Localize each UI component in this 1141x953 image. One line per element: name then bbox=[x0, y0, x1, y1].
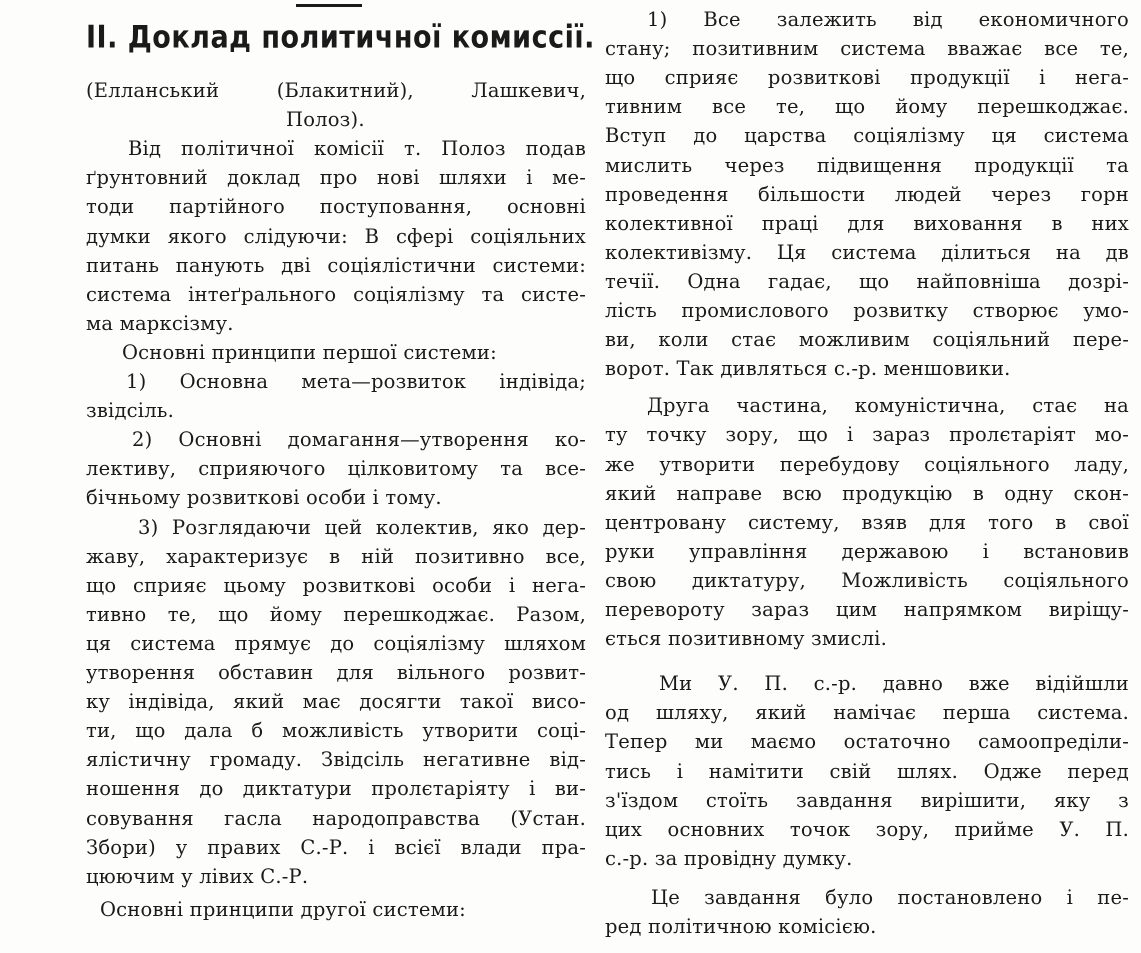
text-line: Від політичної комісії т. Полоз подав bbox=[128, 137, 586, 161]
text-line: с.-р. за провідну думку. bbox=[605, 846, 853, 870]
text-line: мислить через підвищення продукції та bbox=[605, 153, 1129, 177]
text-line: Збори) у правих С.-Р. і всієї влади пра- bbox=[86, 835, 586, 859]
text-line: ється позитивному змислі. bbox=[605, 627, 887, 651]
text-line: течії. Одна гадає, що найповніша дозрі- bbox=[605, 269, 1129, 293]
text-line: ця система прямує до соціялізму шляхом bbox=[86, 631, 586, 655]
text-line: тоди партійного поступовання, основні bbox=[86, 195, 586, 219]
text-line: 3) Розглядаючи цей колектив, яко дер- bbox=[138, 515, 586, 539]
text-line: од шляху, який намічає перша система. bbox=[605, 701, 1129, 725]
text-line: який направе всю продукцію в одну скон- bbox=[605, 481, 1129, 505]
text-line: що сприяє цьому розвиткові особи і нега- bbox=[86, 573, 586, 597]
text-line: центровану систему, взяв для того в свої bbox=[605, 510, 1129, 534]
text-line: 2) Основні домагання—утворення ко- bbox=[132, 428, 586, 452]
text-line: колективізму. Ця система ділиться на дв bbox=[605, 240, 1129, 264]
text-line: ти, що дала б можливість утворити соці- bbox=[86, 719, 586, 743]
text-line: колективної праці для виховання в них bbox=[605, 211, 1129, 235]
text-line: ялістичну громаду. Звідсіль негативне від- bbox=[86, 748, 586, 772]
text-line: совування гасла народоправства (Устан. bbox=[86, 806, 586, 830]
text-line: бічньому розвиткові особи і тому. bbox=[86, 486, 442, 510]
text-line: Основні принципи другої системи: bbox=[100, 897, 466, 921]
text-line: ред політичною комісією. bbox=[605, 915, 877, 938]
text-line: ношення до диктатури пролєтаріяту і ви- bbox=[86, 777, 586, 801]
text-line: свою диктатуру, Можливість соціяльного bbox=[605, 568, 1129, 592]
text-line: з'їздом стоїть завдання вирішити, яку з bbox=[605, 788, 1129, 812]
text-line: Основні принципи першої системи: bbox=[122, 340, 497, 364]
text-line: цих основних точок зору, прийме У. П. bbox=[605, 817, 1129, 841]
top-divider-rule bbox=[296, 4, 362, 7]
text-line: система інтеґрального соціялізму та систе- bbox=[86, 282, 586, 306]
text-line: проведення більшости людей через горн bbox=[605, 182, 1129, 206]
text-line: Це завдання було постановлено і пе- bbox=[651, 885, 1129, 909]
text-line: стану; позитивним система вважає все те, bbox=[605, 37, 1129, 61]
text-line: ґрунтовний доклад про нові шляхи і ме- bbox=[86, 166, 586, 190]
text-line: лективу, сприяючого цілковитому та все- bbox=[86, 457, 586, 481]
text-line: же утворити перебудову соціяльного ладу, bbox=[605, 452, 1129, 476]
text-line: Вступ до царства соціялізму ця система bbox=[605, 124, 1129, 148]
text-line: що сприяє розвиткові продукції і нега- bbox=[605, 66, 1129, 90]
text-line: руки управління державою і встановив bbox=[605, 539, 1129, 563]
text-line: тивним все те, що йому перешкоджає. bbox=[605, 95, 1129, 119]
text-line: ту точку зору, що і зараз пролєтаріят мо- bbox=[605, 423, 1129, 447]
text-line: ма марксізму. bbox=[86, 311, 234, 335]
text-line: ворот. Так дивляться с.-р. меншовики. bbox=[605, 357, 1011, 381]
text-line: утворення обставин для вільного розвит- bbox=[86, 661, 586, 684]
text-line: питань панують дві соціялістични системи: bbox=[86, 253, 586, 277]
text-line: Ми У. П. с.-р. давно вже відійшли bbox=[659, 672, 1129, 696]
text-line: Полоз). bbox=[286, 108, 365, 132]
text-line: тись і намітити свій шлях. Одже перед bbox=[605, 759, 1129, 783]
text-line: (Елланський (Блакитний), Лашкевич, bbox=[86, 79, 586, 102]
text-line: Друга частина, комуністична, стає на bbox=[647, 394, 1129, 418]
text-line: цюючим у лівих С.-Р. bbox=[86, 864, 309, 888]
text-line: перевороту зараз цим напрямком виріщу- bbox=[605, 598, 1129, 621]
text-line: 1) Все залежить від економичного bbox=[647, 8, 1129, 31]
text-line: ку індівіда, який має досягти такої висо- bbox=[86, 690, 586, 714]
text-line: Тепер ми маємо остаточно самоопреділи- bbox=[605, 730, 1129, 754]
text-line: тивно те, що йому перешкоджає. Разом, bbox=[86, 602, 586, 626]
text-line: лість промислового розвитку створює умо- bbox=[605, 299, 1129, 322]
text-line: жаву, характеризує в ній позитивно все, bbox=[86, 544, 586, 568]
text-line: думки якого слідуючи: В сфері соціяльних bbox=[86, 224, 586, 248]
section-heading: II. Доклад политичної комиссії. bbox=[86, 19, 595, 56]
text-line: 1) Основна мета—розвиток індівіда; bbox=[126, 370, 586, 393]
text-line: ви, коли стає можливим соціяльний пере- bbox=[605, 328, 1129, 352]
text-line: звідсіль. bbox=[86, 399, 175, 423]
